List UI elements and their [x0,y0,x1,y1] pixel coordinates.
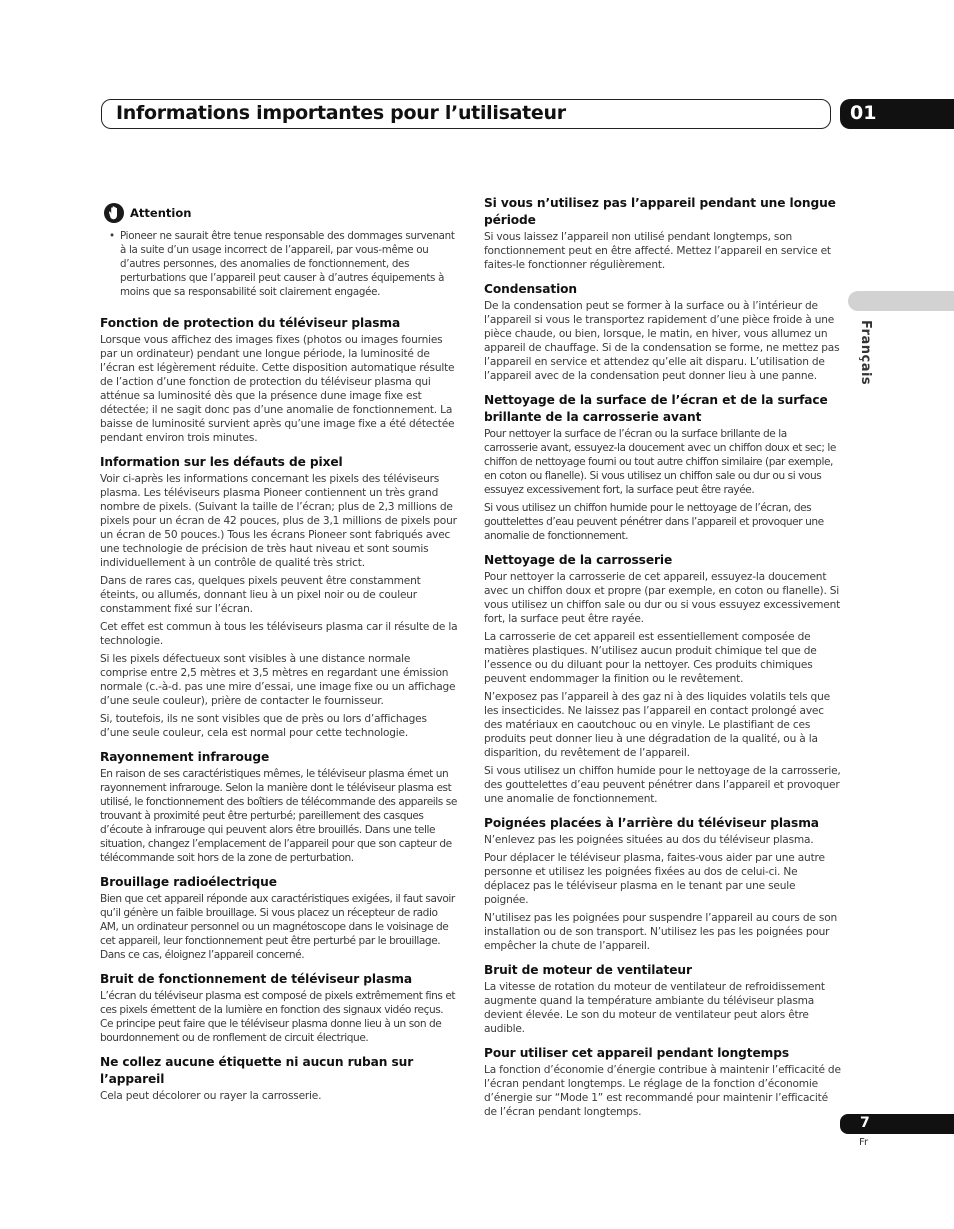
section [484,552,842,806]
section-paragraph: La vitesse de rotation du moteur de ventilateur de refroidissement augmente quand la température ambiante du téléviseur plasma devient élevée. Le son du moteur de ventilateur peut alors être audible. [484,981,825,1035]
section-paragraph: Pour nettoyer la carrosserie de cet appareil, essuyez-la doucement avec un chiffon doux et propre (par exemple, en coton ou flanelle). Si vous utilisez un chiffon sale ou dur ou si vous essuyez excessivement fort, la surface peut être rayée. [484,571,841,625]
section-heading: Nettoyage de la carrosserie [484,553,673,567]
section [484,815,842,953]
section-paragraph: L’écran du téléviseur plasma est composé de pixels extrêmement fins et ces pixels émettent de la lumière en fonction des signaux vidéo reçus. Ce principe peut faire que le téléviseur plasma donne lieu à un son de bourdonnement ou de ronflement de circuit électrique. [100,990,456,1044]
section [484,962,842,1036]
page-header [101,99,831,129]
section-paragraph: Si vous laissez l’appareil non utilisé pendant longtemps, son fonctionnement peut en être affecté. Mettez l’appareil en service et faites-le fonctionner régulièrement. [484,231,831,271]
section-heading: Brouillage radioélectrique [100,875,277,889]
section-heading: Information sur les défauts de pixel [100,455,343,469]
attention-list [100,229,458,299]
section-heading: Bruit de fonctionnement de téléviseur plasma [100,972,412,986]
attention-label: Attention [130,206,192,220]
section-paragraph: Pour nettoyer la surface de l’écran ou la surface brillante de la carrosserie avant, essuyez-la doucement avec un chiffon doux et sec; le chiffon de nettoyage fourni ou tout autre chiffon similaire (par exemple, en coton ou flanelle). Si vous utilisez un chiffon sale ou dur ou si vous essuyez excessivement fort, la surface peut être rayée. [484,428,836,496]
section-paragraph: N’exposez pas l’appareil à des gaz ni à des liquides volatils tels que les insecticides. Ne laissez pas l’appareil en contact prolongé avec des matériaux en caoutchouc ou en vinyle. Le plastifiant de ces produits peut donner lieu à une dégradation de la qualité, ou à la disparition, du revêtement de l’appareil. [484,691,830,759]
section [484,281,842,383]
section-paragraph: Si vous utilisez un chiffon humide pour le nettoyage de la carrosserie, des gouttelettes d’eau peuvent pénétrer dans l’appareil et provoquer une anomalie de fonctionnement. [484,765,841,805]
page-title: Informations importantes pour l’utilisateur [116,102,566,124]
section-heading: Rayonnement infrarouge [100,750,270,764]
section [100,749,458,865]
section-heading: Poignées placées à l’arrière du téléviseur plasma [484,816,819,830]
section-paragraph: En raison de ses caractéristiques mêmes, le téléviseur plasma émet un rayonnement infrarouge. Selon la manière dont le téléviseur plasma est utilisé, le fonctionnement des boîtiers de télécommande des appareils se trouvant à proximité peut être perturbé; pareillement des casques d’écoute à infrarouge qui peuvent alors être brouillés. Dans une telle situation, changez l’emplacement de l’appareil pour que son capteur de télécommande soit hors de la zone de perturbation. [100,768,457,864]
section-heading: Condensation [484,282,577,296]
section-paragraph: La fonction d’économie d’énergie contribue à maintenir l’efficacité de l’écran pendant longtemps. Le réglage de la fonction d’économie d’énergie sur “Mode 1” est recommandé pour maintenir l’efficacité de l’écran pendant longtemps. [484,1064,841,1118]
section-heading: Bruit de moteur de ventilateur [484,963,692,977]
section-paragraph: Cela peut décolorer ou rayer la carrosserie. [100,1090,322,1102]
section-paragraph: La carrosserie de cet appareil est essentiellement composée de matières plastiques. N’utilisez aucun produit chimique tel que de l’essence ou du diluant pour la nettoyer. Ces produits chimiques peuvent endommager la finition ou le revêtement. [484,631,817,685]
section [484,195,842,272]
section [100,454,458,740]
hand-stop-icon [104,203,124,223]
attention-text: • Pioneer ne saurait être tenue responsable des dommages survenant à la suite d’un usage incorrect de l’appareil, par vous-même ou d’autres personnes, des anomalies de fonctionnement, des perturbations que l’appareil peut causer à d’autres équipements à moins que sa responsabilité soit clairement engagée. [120,229,458,299]
right-sections [484,195,842,1119]
section [484,1045,842,1119]
language-tab [848,291,954,311]
section-paragraph: Pour déplacer le téléviseur plasma, faites-vous aider par une autre personne et utilisez les poignées fixées au dos de celui-ci. Ne déplacez pas le téléviseur plasma en le tenant par une seule poignée. [484,852,825,906]
section [100,315,458,445]
section [100,1054,458,1103]
attention-heading [104,201,458,227]
section-paragraph: Si les pixels défectueux sont visibles à une distance normale comprise entre 2,5 mètres et 3,5 mètres en regardant une émission normale (c.-à-d. pas une mire d’essai, une image fixe ou un affichage d’une seule couleur), prière de contacter le fournisseur. [100,653,456,707]
page-language-code: Fr [859,1137,869,1148]
section-paragraph: Cet effet est commun à tous les téléviseurs plasma car il résulte de la technologie. [100,621,458,647]
section-paragraph: Voir ci-après les informations concernant les pixels des téléviseurs plasma. Les téléviseurs plasma Pioneer contiennent un très grand nombre de pixels. (Suivant la taille de l’écran; plus de 2,3 millions de pixels pour un écran de 42 pouces, plus de 3,1 millions de pixels pour un écran de 50 pouces.) Tous les écrans Pioneer sont fabriqués avec une technologie de précision de très haut niveau et sont soumis individuellement à un contrôle de qualité très strict. [100,473,457,569]
chapter-number: 01 [850,102,877,124]
section-heading: Fonction de protection du téléviseur plasma [100,316,401,330]
section-heading: Nettoyage de la surface de l’écran et de la surface brillante de la carrosserie avant [484,393,828,424]
section-paragraph: De la condensation peut se former à la surface ou à l’intérieur de l’appareil si vous le transportez rapidement d’une pièce froide à une pièce chaude, ou bien, lorsque, le matin, en hiver, vous allumez un appareil de chauffage. Si de la condensation se forme, ne mettez pas l’appareil en service et attendez qu’elle ait disparu. L’utilisation de l’appareil avec de la condensation peut donner lieu à une panne. [484,300,840,382]
section [100,874,458,962]
section [484,392,842,543]
section-paragraph: Si, toutefois, ils ne sont visibles que de près ou lors d’affichages d’une seule couleur, cela est normal pour cette technologie. [100,713,427,739]
section-paragraph: N’utilisez pas les poignées pour suspendre l’appareil au cours de son installation ou de son transport. N’utilisez les pas les poignées pour empêcher la chute de l’appareil. [484,912,837,952]
page-number-badge [840,1114,954,1134]
left-sections [100,315,458,1103]
chapter-badge [840,99,954,129]
section-heading: Si vous n’utilisez pas l’appareil pendant une longue période [484,196,836,227]
section-paragraph: Dans de rares cas, quelques pixels peuvent être constamment éteints, ou allumés, donnant lieu à un pixel noir ou de couleur constamment fixé sur l’écran. [100,575,421,615]
section-paragraph: Lorsque vous affichez des images fixes (photos ou images fournies par un ordinateur) pendant une longue période, la luminosité de l’écran est légèrement réduite. Cette disposition automatique résulte de l’action d’une fonction de protection du téléviseur plasma qui atténue sa luminosité dès que la présence dune image fixe est détectée; il ne sagit donc pas d’une anomalie de fonctionnement. La baisse de luminosité survient après qu’une image fixe a été détectée pendant environ trois minutes. [100,334,455,444]
section [100,971,458,1045]
right-column [484,195,842,1128]
section-paragraph: N’enlevez pas les poignées situées au dos du téléviseur plasma. [484,834,814,846]
section-heading: Pour utiliser cet appareil pendant longtemps [484,1046,790,1060]
page-number: 7 [860,1115,870,1131]
language-label: Français [858,320,873,386]
section-paragraph: Bien que cet appareil réponde aux caractéristiques exigées, il faut savoir qu’il génère un faible brouillage. Si vous placez un récepteur de radio AM, un ordinateur personnel ou un magnétoscope dans le voisinage de cet appareil, leur fonctionnement peut être perturbé par le brouillage. Dans ce cas, éloignez l’appareil concerné. [100,893,455,961]
section-paragraph: Si vous utilisez un chiffon humide pour le nettoyage de l’écran, des gouttelettes d’eau peuvent pénétrer dans l’appareil et provoquer une anomalie de fonctionnement. [484,502,824,542]
left-column [100,201,458,1112]
section-heading: Ne collez aucune étiquette ni aucun ruban sur l’appareil [100,1055,414,1086]
